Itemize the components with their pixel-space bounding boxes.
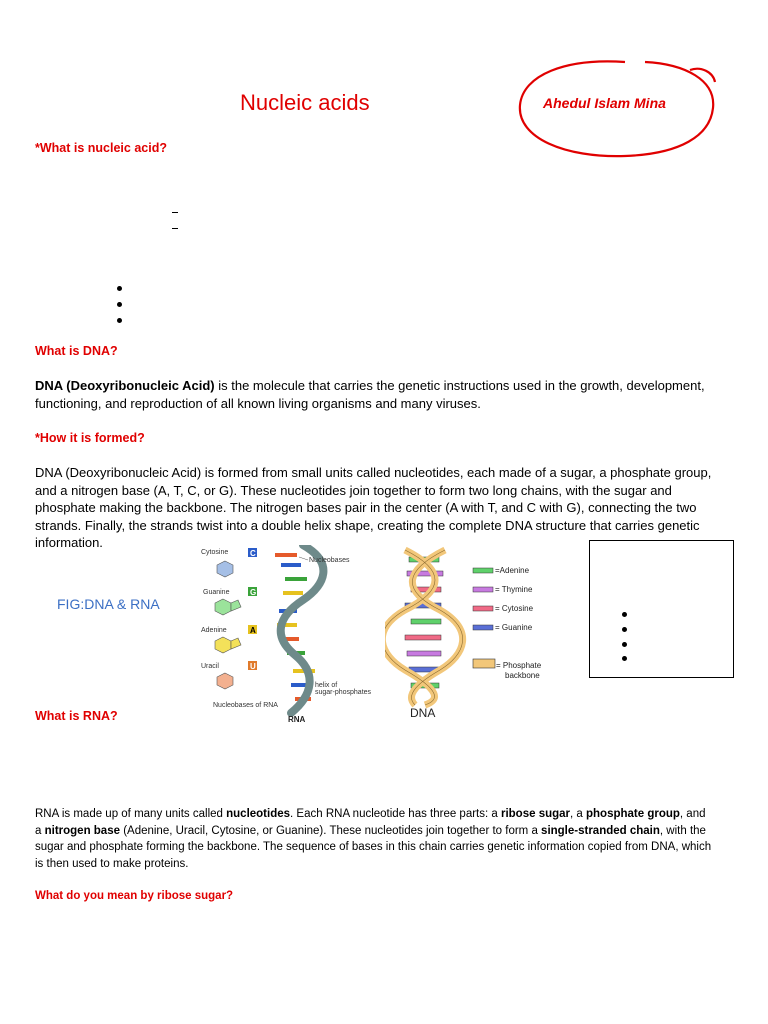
adenine-molecule-icon	[215, 637, 241, 653]
legend-adenine: =Adenine	[495, 566, 530, 575]
heading-what-is-nucleic-acid: *What is nucleic acid?	[35, 141, 167, 155]
legend-swatch-adenine	[473, 568, 493, 573]
heading-what-is-dna: What is DNA?	[35, 344, 118, 358]
rna-text-part: (Adenine, Uracil, Cytosine, or Guanine). These nucleotides join together to form a	[120, 824, 542, 837]
rna-label: RNA	[288, 715, 306, 724]
author-name: Ahedul Islam Mina	[543, 95, 666, 111]
dna-formation-text: DNA (Deoxyribonucleic Acid) is formed from small units called nucleotides, each made of a sugar, a phosphate group, and a nitrogen base (A, T, C, or G). These nucleotides join together to form two long chains, with the sugar and phosphate making the backbone. The nitrogen bases pair in the center (A with T, and C with G), connecting the two strands. Finally, the strands twist into a double helix shape, creating the complete DNA structure that carries genetic information.	[35, 465, 712, 550]
rna-text-bold: single-stranded chain	[541, 824, 660, 837]
legend-swatch-guanine	[473, 625, 493, 630]
rna-text-bold: nucleotides	[226, 808, 291, 820]
legend-swatch-backbone	[473, 659, 495, 668]
bullet	[622, 612, 627, 617]
dash-mark	[172, 228, 178, 229]
heading-how-it-is-formed: *How it is formed?	[35, 431, 145, 445]
bullet	[622, 642, 627, 647]
bullet	[622, 627, 627, 632]
nucleobases-of-rna-label: Nucleobases of RNA	[213, 702, 278, 709]
empty-note-box	[589, 540, 734, 678]
base-label-uracil: Uracil	[201, 663, 219, 670]
rna-text-bold: nitrogen base	[44, 824, 120, 837]
heading-ribose-sugar: What do you mean by ribose sugar?	[35, 890, 234, 902]
uracil-molecule-icon	[217, 673, 233, 689]
figure-caption: FIG:DNA & RNA	[57, 596, 160, 612]
base-label-adenine: Adenine	[201, 627, 227, 634]
bullet	[117, 286, 122, 291]
base-label-cytosine: Cytosine	[201, 549, 229, 556]
legend-backbone: backbone	[505, 671, 540, 680]
rna-description	[35, 806, 715, 872]
rna-text-part: , with the sugar and phosphate forming the backbone. The sequence of bases in this chain carries genetic information copied from DNA, which is then used to make proteins.	[35, 824, 712, 870]
legend-cytosine: = Cytosine	[495, 604, 534, 613]
dna-label: DNA	[410, 706, 436, 720]
rna-figure	[195, 545, 375, 725]
legend-swatch-thymine	[473, 587, 493, 592]
legend-phosphate: = Phosphate	[496, 661, 542, 670]
rna-text-bold: ribose sugar	[500, 808, 571, 820]
letter-a: A	[250, 626, 256, 635]
legend-guanine: = Guanine	[495, 623, 533, 632]
dna-figure	[385, 545, 560, 725]
nucleobases-label: Nucleobases	[309, 557, 350, 564]
guanine-molecule-icon	[215, 599, 241, 615]
base-label-guanine: Guanine	[203, 589, 230, 596]
helix-label-line-2: sugar-phosphates	[315, 689, 372, 696]
rna-text-bold: phosphate group	[586, 808, 680, 820]
letter-u: U	[250, 662, 256, 671]
bullet	[622, 656, 627, 661]
dna-term: DNA (Deoxyribonucleic Acid)	[35, 378, 215, 393]
bullet	[117, 318, 122, 323]
heading-what-is-rna: What is RNA?	[35, 709, 118, 723]
bullet	[117, 302, 122, 307]
dna-legend	[473, 566, 542, 680]
legend-swatch-cytosine	[473, 606, 493, 611]
dash-mark	[172, 212, 178, 213]
letter-c: C	[250, 549, 256, 558]
rna-text-part: , and a	[35, 808, 706, 837]
dna-definition-text: is the molecule that carries the genetic instructions used in the growth, development, functioning, and reproduction of all known living organisms and many viruses.	[35, 378, 705, 411]
legend-thymine: = Thymine	[495, 585, 533, 594]
rna-text-part: RNA is made up of many units called	[35, 808, 227, 820]
letter-g: G	[250, 588, 257, 597]
rna-text-part: . Each RNA nucleotide has three parts: a	[290, 808, 501, 820]
rna-text-part: , a	[570, 808, 586, 820]
helix-label-line-1: helix of	[315, 682, 338, 689]
cytosine-molecule-icon	[217, 561, 233, 577]
page-title: Nucleic acids	[240, 90, 370, 115]
dna-definition	[35, 377, 735, 412]
